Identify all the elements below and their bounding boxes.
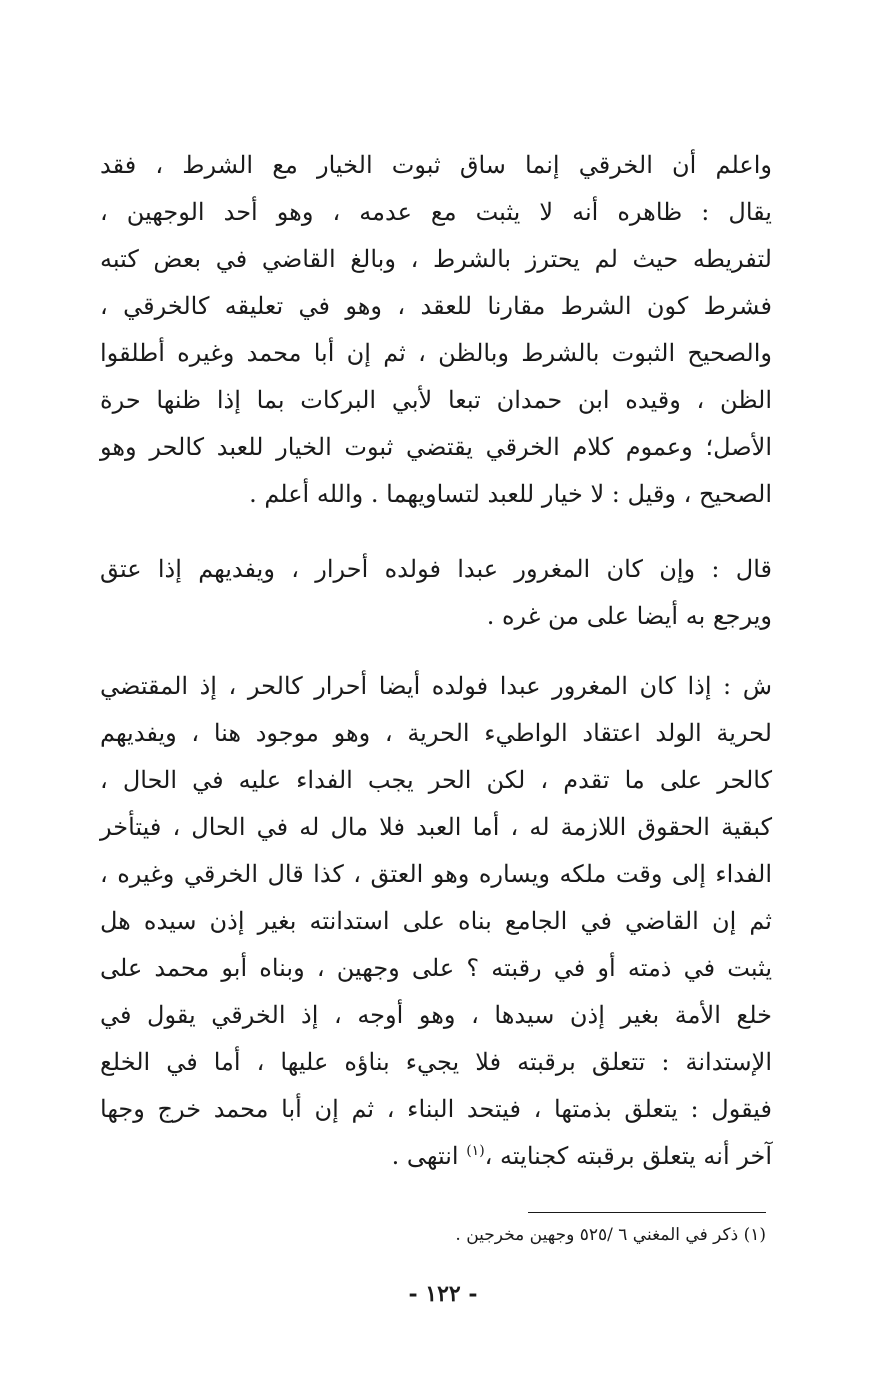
- text-line: الصحيح ، وقيل : لا خيار للعبد لتساويهما . والله أعلم .: [249, 480, 772, 508]
- text-line: الظن ، وقيده ابن حمدان تبعا لأبي البركات بما إذا ظنها حرة: [100, 386, 772, 414]
- paragraph-2: [100, 546, 772, 640]
- text-line: يثبت في ذمته أو في رقبته ؟ على وجهين ، وبناه أبو محمد على: [100, 954, 772, 982]
- text-line-last: [100, 1133, 772, 1180]
- text-line: كبقية الحقوق اللازمة له ، أما العبد فلا مال له في الحال ، فيتأخر: [100, 813, 772, 841]
- text-line: والصحيح الثبوت بالشرط وبالظن ، ثم إن أبا محمد وغيره أطلقوا: [100, 339, 772, 367]
- text-line: الفداء إلى وقت ملكه ويساره وهو العتق ، كذا قال الخرقي وغيره ،: [100, 860, 772, 888]
- paragraph-1: [100, 142, 772, 518]
- text-line: لحرية الولد اعتقاد الواطيء الحرية ، وهو موجود هنا ، ويفديهم: [100, 719, 772, 747]
- text-line: يقال : ظاهره أنه لا يثبت مع عدمه ، وهو أحد الوجهين ،: [100, 198, 772, 226]
- text-line: ثم إن القاضي في الجامع بناه على استدانته بغير إذن سيده هل: [100, 907, 772, 935]
- text-line: خلع الأمة بغير إذن سيدها ، وهو أوجه ، إذ الخرقي يقول في: [100, 1001, 772, 1029]
- paragraph-3: [100, 663, 772, 1180]
- text-line: الإستدانة : تتعلق برقبته فلا يجيء بناؤه عليها ، أما في الخلع: [100, 1048, 772, 1076]
- text-line: فشرط كون الشرط مقارنا للعقد ، وهو في تعليقه كالخرقي ،: [100, 292, 772, 320]
- text-fragment: آخر أنه يتعلق برقبته كجنايته ،: [484, 1142, 772, 1170]
- footnote: (١) ذكر في المغني ٦ /٥٢٥ وجهين مخرجين .: [455, 1225, 766, 1245]
- text-fragment: انتهى .: [391, 1142, 467, 1170]
- text-line: ش : إذا كان المغرور عبدا فولده أيضا أحرار كالحر ، إذ المقتضي: [100, 672, 772, 700]
- footnote-separator: [528, 1212, 766, 1213]
- text-line: فيقول : يتعلق بذمتها ، فيتحد البناء ، ثم إن أبا محمد خرج وجها: [100, 1095, 772, 1123]
- text-line: قال : وإن كان المغرور عبدا فولده أحرار ، ويفديهم إذا عتق: [100, 555, 772, 583]
- text-line: ويرجع به أيضا على من غره .: [486, 602, 772, 630]
- text-line: كالحر على ما تقدم ، لكن الحر يجب الفداء عليه في الحال ،: [100, 766, 772, 794]
- text-line: الأصل؛ وعموم كلام الخرقي يقتضي ثبوت الخيار للعبد كالحر وهو: [100, 433, 772, 461]
- page-number: - ١٢٢ -: [408, 1281, 478, 1307]
- text-line: واعلم أن الخرقي إنما ساق ثبوت الخيار مع الشرط ، فقد: [100, 151, 772, 179]
- footnote-marker: (١): [466, 1143, 485, 1159]
- text-line: لتفريطه حيث لم يحترز بالشرط ، وبالغ القاضي في بعض كتبه: [100, 245, 772, 273]
